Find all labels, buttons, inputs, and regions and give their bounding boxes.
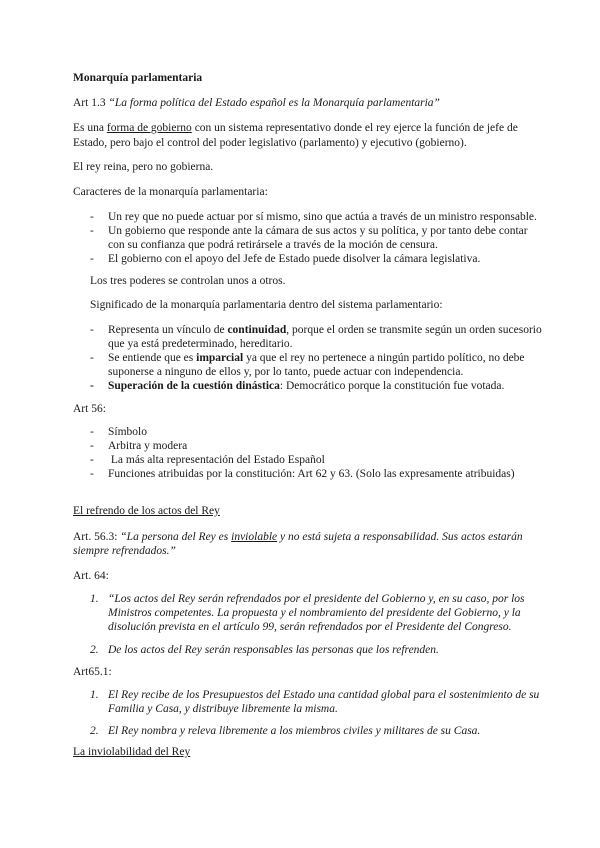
list-item-text: El Rey nombra y releva libremente a los miembros civiles y militares de su Casa. [108, 725, 481, 737]
list-marker: 1. [90, 689, 99, 701]
superacion-bold: Superación de la cuestión dinástica [108, 380, 280, 392]
art-1-3-quote: “La forma política del Estado español es la Monarquía parlamentaria” [108, 97, 440, 109]
list-item-text: Funciones atribuidas por la constitución: Art 62 y 63. (Solo las expresamente atribuidas) [108, 468, 515, 480]
list-marker: - [90, 380, 94, 392]
intro-pre: Es una [73, 122, 107, 134]
list-item-text: Ministros competentes. La propuesta y el nombramiento del presidente del Gobierno, y la [108, 607, 521, 619]
list-marker: - [90, 426, 94, 438]
art-64-title: Art. 64: [73, 570, 109, 582]
list-marker: - [90, 440, 94, 452]
reina-paragraph: El rey reina, pero no gobierna. [73, 161, 214, 173]
art-65-1-title: Art65.1: [73, 666, 112, 678]
list-marker: - [90, 352, 94, 364]
list-item-text: Símbolo [108, 426, 147, 438]
list-item-text: Arbitra y modera [108, 440, 188, 452]
list-item-text: El Rey recibe de los Presupuestos del Estado una cantidad global para el sostenimiento de su [108, 689, 540, 701]
list-item-text: Se entiende que es imparcial ya que el rey no pertenece a ningún partido político, no debe [108, 352, 525, 364]
list-item-text: Un rey que no puede actuar por sí mismo, sino que actúa a través de un ministro responsable. [108, 211, 537, 223]
list-item-text: que ya está predeterminado, hereditario. [108, 338, 293, 350]
list-item-text: Familia y Casa, y distribuye libremente la misma. [108, 703, 338, 715]
list-item-text: El gobierno con el apoyo del Jefe de Estado puede disolver la cámara legislativa. [108, 253, 481, 265]
list-item-text: “Los actos del Rey serán refrendados por el presidente del Gobierno y, en su caso, por los [108, 593, 525, 605]
list-item-text: Un gobierno que responde ante la cámara de sus actos y su política, y por tanto debe contar [108, 225, 528, 237]
list-item-text: Representa un vínculo de continuidad, porque el orden se transmite según un orden sucesorio [108, 324, 542, 336]
list-marker: - [90, 253, 94, 265]
forma-de-gobierno-link[interactable]: forma de gobierno [106, 122, 192, 134]
intro-line-1 [73, 122, 518, 136]
list-item-text: suponerse a ninguno de ellos y, por lo tanto, puede actuar con independencia. [108, 366, 464, 378]
list-marker: - [90, 454, 94, 466]
art-56-3-ref: Art. 56.3: [73, 531, 121, 543]
refrendo-heading: El refrendo de los actos del Rey [73, 505, 220, 517]
list-item-text: La más alta representación del Estado Español [108, 454, 325, 466]
intro-line-2: Estado, pero bajo el control del poder legislativo (parlamento) y ejecutivo (gobierno). [73, 137, 467, 149]
list-marker: 2. [90, 644, 99, 656]
list-marker: - [90, 225, 94, 237]
art-1-3-ref: Art 1.3 [73, 97, 106, 109]
poderes-paragraph: Los tres poderes se controlan unos a otros. [90, 275, 286, 287]
significado-title: Significado de la monarquía parlamentaria dentro del sistema parlamentario: [90, 299, 443, 311]
page-title: Monarquía parlamentaria [73, 72, 203, 84]
art-1-3-paragraph [73, 97, 440, 111]
list-marker: - [90, 468, 94, 480]
list-marker: - [90, 324, 94, 336]
list-marker: - [90, 211, 94, 223]
list-item-text: disolución prevista en el artículo 99, serán refrendados por el Presidente del Congreso. [108, 621, 512, 633]
list-marker: 2. [90, 725, 99, 737]
list-item-text: Superación de la cuestión dinástica: Democrático porque la constitución fue votada. [108, 380, 505, 392]
intro-post: con un sistema representativo donde el rey ejerce la función de jefe de [191, 122, 518, 134]
art-56-3-line-2: siempre refrendados.” [73, 545, 176, 557]
continuidad-bold: continuidad [227, 324, 287, 336]
inviolabilidad-heading: La inviolabilidad del Rey [73, 746, 191, 758]
list-item-text: con su confianza que podrá retirársele a través de la moción de censura. [108, 239, 438, 251]
inviolable-underlined: inviolable [231, 531, 278, 543]
caracteres-title: Caracteres de la monarquía parlamentaria: [73, 186, 268, 198]
list-item-text: De los actos del Rey serán responsables las personas que los refrenden. [108, 644, 439, 656]
art-56-3-line-1: Art. 56.3: “La persona del Rey es inviolable y no está sujeta a responsabilidad. Sus actos estarán [73, 531, 523, 543]
imparcial-bold: imparcial [196, 352, 244, 364]
list-marker: 1. [90, 593, 99, 605]
art-56-title: Art 56: [73, 403, 106, 415]
